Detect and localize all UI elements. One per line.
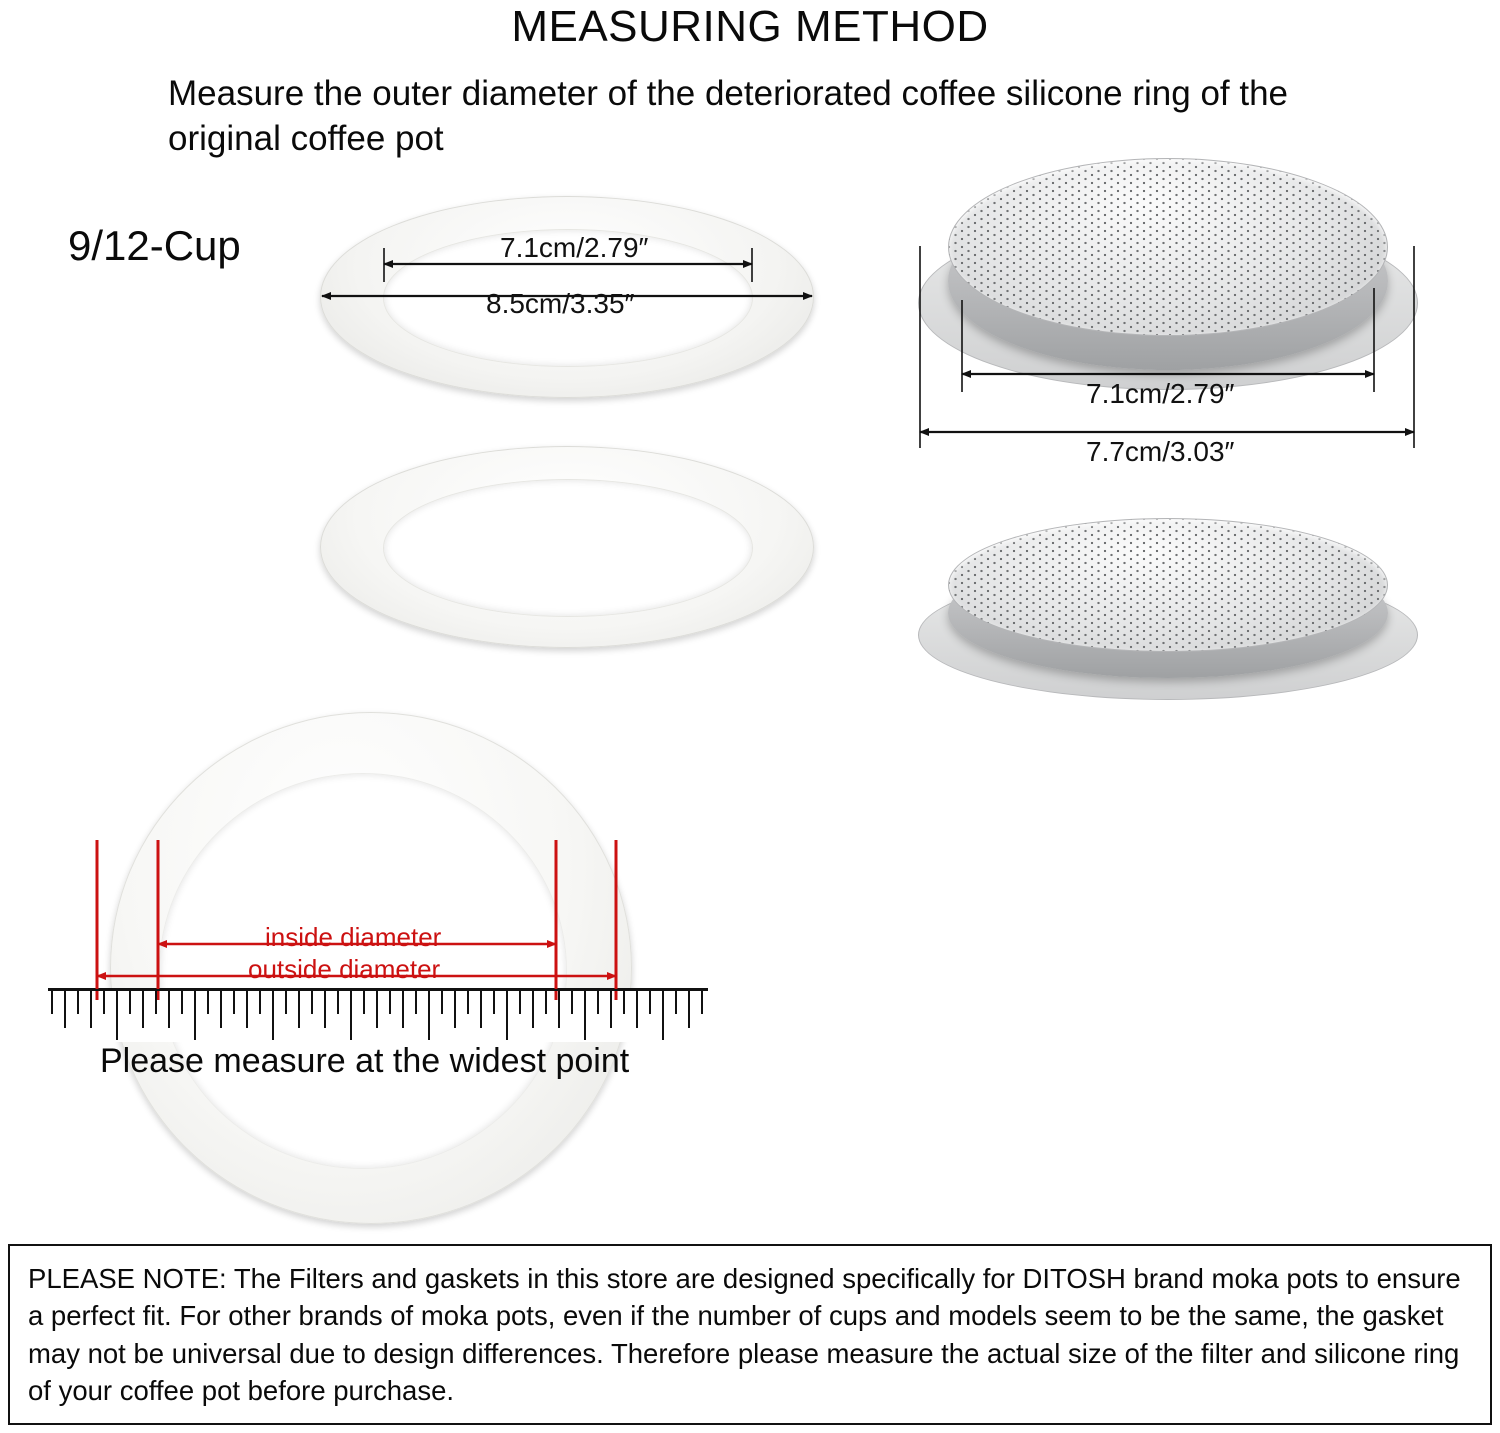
page-title: MEASURING METHOD — [511, 2, 989, 51]
silicone-gasket-middle — [320, 446, 814, 648]
stainless-filter-bottom — [918, 518, 1418, 698]
cup-size-label: 9/12-Cup — [68, 222, 241, 269]
filter-perforated-surface — [948, 518, 1388, 652]
ruler-graphic — [48, 988, 708, 1040]
please-note-text: PLEASE NOTE: The Filters and gaskets in this store are designed specifically for DITOSH brand moka pots to ensure a perfect fit. For other brands of moka pots, even if the number of cups and models seem to be the same, the gasket may not be universal due to design differences. Therefore please measure the actual size of the filter and silicone ring of your coffee pot before purchase. — [28, 1263, 1461, 1407]
filter-perforated-surface — [948, 158, 1388, 336]
stainless-filter-top — [918, 158, 1418, 388]
outside-diameter-label: outside diameter — [248, 954, 441, 984]
page-subtitle: Measure the outer diameter of the deteriorated coffee silicone ring of the original coffee pot — [168, 74, 1289, 158]
gasket-inner-diameter-label: 7.1cm/2.79″ — [500, 232, 649, 263]
please-note-box — [8, 1244, 1492, 1425]
filter-outer-diameter-label: 7.7cm/3.03″ — [1086, 436, 1235, 467]
filter-inner-diameter-label: 7.1cm/2.79″ — [1086, 378, 1235, 409]
measure-caption: Please measure at the widest point — [100, 1042, 630, 1080]
inside-diameter-label: inside diameter — [265, 922, 442, 952]
ruler-body — [48, 988, 708, 1042]
gasket-inner-hole — [383, 479, 753, 617]
gasket-outer-diameter-label: 8.5cm/3.35″ — [486, 288, 635, 319]
